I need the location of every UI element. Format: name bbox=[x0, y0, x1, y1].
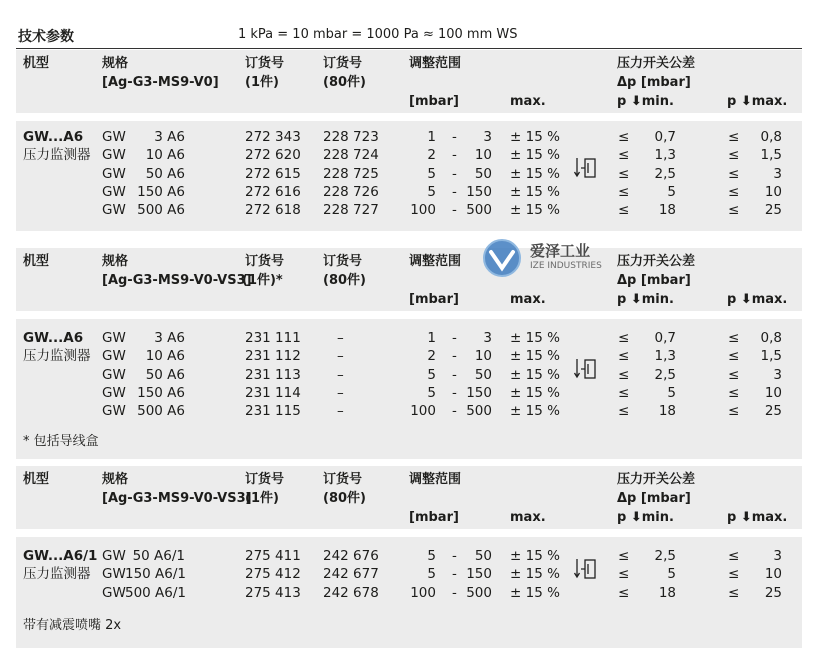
order-number-80: 228 723 bbox=[323, 129, 379, 145]
order-number-80: – bbox=[337, 348, 344, 365]
le-min-symbol: ≤ bbox=[618, 548, 630, 564]
p-min-value: 18 bbox=[658, 584, 676, 601]
le-min-symbol: ≤ bbox=[618, 129, 630, 145]
ize-industries-logo bbox=[482, 238, 622, 278]
col-order1-header: 订货号 bbox=[245, 254, 285, 269]
le-max-symbol: ≤ bbox=[728, 584, 740, 601]
col-range-header: 调整范围 bbox=[409, 472, 462, 487]
p-min-value: 2,5 bbox=[654, 165, 676, 182]
page-title: 技术参数 bbox=[18, 29, 74, 45]
order-number-80: 242 678 bbox=[323, 584, 379, 601]
section-note: 带有减震喷嘴 2x bbox=[23, 618, 122, 633]
order-number-80: – bbox=[337, 366, 344, 383]
range-high: 500 bbox=[466, 202, 492, 219]
range-separator: - bbox=[452, 566, 457, 583]
spec-size: 150 A6 bbox=[137, 384, 185, 401]
p-min-value: 0,7 bbox=[654, 330, 676, 346]
col-range-header: 调整范围 bbox=[409, 254, 462, 269]
col-order1-sub: (1件) bbox=[245, 491, 279, 506]
pressure-switch-symbol-icon bbox=[573, 356, 599, 382]
range-low: 1 bbox=[427, 330, 436, 346]
spec-prefix: GW bbox=[102, 165, 126, 182]
col-tolerance-max: p ⬇max. bbox=[727, 94, 788, 109]
range-high: 150 bbox=[466, 183, 492, 200]
pressure-switch-symbol-icon bbox=[573, 556, 599, 582]
range-low: 2 bbox=[427, 348, 436, 365]
range-separator: - bbox=[452, 165, 457, 182]
spec-size: 150 A6 bbox=[137, 183, 185, 200]
section-note: * 包括导线盒 bbox=[23, 434, 99, 449]
range-high: 10 bbox=[474, 147, 492, 164]
range-high: 150 bbox=[466, 384, 492, 401]
col-spec-header: 规格 bbox=[102, 254, 129, 269]
p-max-value: 25 bbox=[764, 202, 782, 219]
spec-prefix: GW bbox=[102, 366, 126, 383]
range-separator: - bbox=[452, 147, 457, 164]
col-max-header: max. bbox=[510, 510, 546, 525]
spec-prefix: GW bbox=[102, 330, 126, 346]
order-number-1: 272 616 bbox=[245, 183, 301, 200]
order-number-1: 231 115 bbox=[245, 403, 301, 420]
order-number-1: 275 413 bbox=[245, 584, 301, 601]
range-separator: - bbox=[452, 348, 457, 365]
order-number-1: 231 111 bbox=[245, 330, 301, 346]
range-low: 1 bbox=[427, 129, 436, 145]
col-range-unit: [mbar] bbox=[409, 94, 459, 109]
range-high: 500 bbox=[466, 584, 492, 601]
range-high: 50 bbox=[474, 548, 492, 564]
spec-size: 10 A6 bbox=[145, 147, 185, 164]
model-name: 压力监测器 bbox=[23, 566, 91, 583]
unit-conversion-note: 1 kPa = 10 mbar = 1000 Pa ≈ 100 mm WS bbox=[238, 27, 518, 42]
spec-prefix: GW bbox=[102, 202, 126, 219]
spec-prefix: GW bbox=[102, 403, 126, 420]
le-min-symbol: ≤ bbox=[618, 566, 630, 583]
le-max-symbol: ≤ bbox=[728, 129, 740, 145]
col-spec-header: 规格 bbox=[102, 472, 129, 487]
le-max-symbol: ≤ bbox=[728, 147, 740, 164]
range-low: 5 bbox=[427, 384, 436, 401]
p-min-value: 0,7 bbox=[654, 129, 676, 145]
col-tolerance-min: p ⬇min. bbox=[617, 292, 674, 307]
le-max-symbol: ≤ bbox=[728, 330, 740, 346]
le-min-symbol: ≤ bbox=[618, 384, 630, 401]
p-min-value: 2,5 bbox=[654, 366, 676, 383]
spec-prefix: GW bbox=[102, 566, 126, 583]
order-number-80: 242 676 bbox=[323, 548, 379, 564]
order-number-80: 228 725 bbox=[323, 165, 379, 182]
top-divider bbox=[16, 48, 802, 49]
order-number-80: 228 726 bbox=[323, 183, 379, 200]
order-number-1: 272 615 bbox=[245, 165, 301, 182]
p-max-value: 3 bbox=[773, 366, 782, 383]
range-high: 50 bbox=[474, 165, 492, 182]
range-low: 100 bbox=[410, 584, 436, 601]
le-min-symbol: ≤ bbox=[618, 584, 630, 601]
range-low: 100 bbox=[410, 403, 436, 420]
col-order80-header: 订货号 bbox=[323, 56, 363, 71]
col-order1-sub: (1件) bbox=[245, 75, 279, 90]
spec-size: 3 A6 bbox=[154, 129, 185, 145]
spec-prefix: GW bbox=[102, 129, 126, 145]
range-low: 2 bbox=[427, 147, 436, 164]
col-model-header: 机型 bbox=[23, 254, 50, 269]
spec-prefix: GW bbox=[102, 147, 126, 164]
p-min-value: 1,3 bbox=[654, 147, 676, 164]
col-order80-header: 订货号 bbox=[323, 472, 363, 487]
le-min-symbol: ≤ bbox=[618, 147, 630, 164]
range-high: 500 bbox=[466, 403, 492, 420]
pressure-switch-symbol-icon bbox=[573, 155, 599, 181]
range-separator: - bbox=[452, 183, 457, 200]
p-min-value: 18 bbox=[658, 403, 676, 420]
logo-brand-cn: 爱泽工业 bbox=[530, 242, 591, 260]
col-order80-header: 订货号 bbox=[323, 254, 363, 269]
order-number-80: 228 724 bbox=[323, 147, 379, 164]
p-min-value: 5 bbox=[667, 384, 676, 401]
order-number-1: 275 411 bbox=[245, 548, 301, 564]
spec-size: 50 A6/1 bbox=[132, 548, 185, 564]
le-max-symbol: ≤ bbox=[728, 165, 740, 182]
order-number-1: 272 343 bbox=[245, 129, 301, 145]
spec-size: 150 A6/1 bbox=[125, 566, 187, 583]
tolerance-max: ± 15 % bbox=[510, 202, 560, 219]
range-low: 5 bbox=[427, 165, 436, 182]
range-separator: - bbox=[452, 584, 457, 601]
p-max-value: 10 bbox=[764, 183, 782, 200]
range-separator: - bbox=[452, 330, 457, 346]
p-max-value: 3 bbox=[773, 548, 782, 564]
col-max-header: max. bbox=[510, 292, 546, 307]
col-tolerance-max: p ⬇max. bbox=[727, 292, 788, 307]
le-min-symbol: ≤ bbox=[618, 330, 630, 346]
p-max-value: 3 bbox=[773, 165, 782, 182]
col-order1-sub: (1件)* bbox=[242, 273, 283, 288]
le-max-symbol: ≤ bbox=[728, 384, 740, 401]
tolerance-max: ± 15 % bbox=[510, 403, 560, 420]
tolerance-max: ± 15 % bbox=[510, 366, 560, 383]
range-separator: - bbox=[452, 366, 457, 383]
tolerance-max: ± 15 % bbox=[510, 548, 560, 564]
le-min-symbol: ≤ bbox=[618, 366, 630, 383]
col-tolerance-min: p ⬇min. bbox=[617, 510, 674, 525]
spec-size: 500 A6/1 bbox=[125, 584, 187, 601]
order-number-1: 231 112 bbox=[245, 348, 301, 365]
model-name: 压力监测器 bbox=[23, 147, 91, 164]
col-spec-code: [Ag-G3-MS9-V0-VS3] bbox=[102, 491, 252, 506]
spec-prefix: GW bbox=[102, 384, 126, 401]
tolerance-max: ± 15 % bbox=[510, 183, 560, 200]
col-tolerance-min: p ⬇min. bbox=[617, 94, 674, 109]
tolerance-max: ± 15 % bbox=[510, 129, 560, 145]
p-min-value: 18 bbox=[658, 202, 676, 219]
tolerance-max: ± 15 % bbox=[510, 384, 560, 401]
spec-size: 50 A6 bbox=[145, 165, 185, 182]
le-min-symbol: ≤ bbox=[618, 165, 630, 182]
range-low: 5 bbox=[427, 183, 436, 200]
order-number-80: 242 677 bbox=[323, 566, 379, 583]
range-high: 3 bbox=[483, 330, 492, 346]
range-low: 5 bbox=[427, 566, 436, 583]
range-low: 100 bbox=[410, 202, 436, 219]
range-high: 150 bbox=[466, 566, 492, 583]
col-range-unit: [mbar] bbox=[409, 292, 459, 307]
model-name: 压力监测器 bbox=[23, 348, 91, 365]
model-code: GW...A6 bbox=[23, 330, 84, 346]
col-tolerance-dp: Δp [mbar] bbox=[617, 75, 691, 90]
col-spec-header: 规格 bbox=[102, 56, 129, 71]
range-high: 50 bbox=[474, 366, 492, 383]
order-number-1: 275 412 bbox=[245, 566, 301, 583]
p-max-value: 10 bbox=[764, 384, 782, 401]
le-max-symbol: ≤ bbox=[728, 348, 740, 365]
model-code: GW...A6/1 bbox=[23, 548, 98, 564]
le-min-symbol: ≤ bbox=[618, 348, 630, 365]
col-range-unit: [mbar] bbox=[409, 510, 459, 525]
le-max-symbol: ≤ bbox=[728, 403, 740, 420]
le-max-symbol: ≤ bbox=[728, 366, 740, 383]
order-number-80: – bbox=[337, 403, 344, 420]
p-max-value: 1,5 bbox=[760, 147, 782, 164]
p-max-value: 1,5 bbox=[760, 348, 782, 365]
range-high: 10 bbox=[474, 348, 492, 365]
range-separator: - bbox=[452, 202, 457, 219]
col-model-header: 机型 bbox=[23, 472, 50, 487]
le-max-symbol: ≤ bbox=[728, 183, 740, 200]
spec-size: 500 A6 bbox=[137, 202, 185, 219]
col-tolerance-dp: Δp [mbar] bbox=[617, 491, 691, 506]
spec-size: 3 A6 bbox=[154, 330, 185, 346]
p-max-value: 10 bbox=[764, 566, 782, 583]
order-number-1: 272 620 bbox=[245, 147, 301, 164]
col-order80-sub: (80件) bbox=[323, 491, 366, 506]
p-max-value: 0,8 bbox=[760, 330, 782, 346]
order-number-80: 228 727 bbox=[323, 202, 379, 219]
col-tolerance-header: 压力开关公差 bbox=[617, 56, 696, 71]
order-number-80: – bbox=[337, 330, 344, 346]
range-low: 5 bbox=[427, 366, 436, 383]
range-separator: - bbox=[452, 129, 457, 145]
col-order80-sub: (80件) bbox=[323, 273, 366, 288]
le-min-symbol: ≤ bbox=[618, 403, 630, 420]
order-number-80: – bbox=[337, 384, 344, 401]
le-max-symbol: ≤ bbox=[728, 202, 740, 219]
spec-prefix: GW bbox=[102, 183, 126, 200]
col-model-header: 机型 bbox=[23, 56, 50, 71]
p-max-value: 25 bbox=[764, 584, 782, 601]
spec-prefix: GW bbox=[102, 348, 126, 365]
order-number-1: 272 618 bbox=[245, 202, 301, 219]
p-min-value: 1,3 bbox=[654, 348, 676, 365]
col-range-header: 调整范围 bbox=[409, 56, 462, 71]
p-min-value: 5 bbox=[667, 566, 676, 583]
logo-brand-en: IZE INDUSTRIES bbox=[530, 261, 602, 271]
col-order1-header: 订货号 bbox=[245, 56, 285, 71]
col-tolerance-header: 压力开关公差 bbox=[617, 254, 696, 269]
spec-size: 500 A6 bbox=[137, 403, 185, 420]
p-min-value: 5 bbox=[667, 183, 676, 200]
range-low: 5 bbox=[427, 548, 436, 564]
col-order80-sub: (80件) bbox=[323, 75, 366, 90]
col-max-header: max. bbox=[510, 94, 546, 109]
tolerance-max: ± 15 % bbox=[510, 147, 560, 164]
col-spec-code: [Ag-G3-MS9-V0] bbox=[102, 75, 219, 90]
ize-logo-icon bbox=[482, 238, 524, 278]
col-tolerance-max: p ⬇max. bbox=[727, 510, 788, 525]
range-separator: - bbox=[452, 548, 457, 564]
le-min-symbol: ≤ bbox=[618, 183, 630, 200]
tolerance-max: ± 15 % bbox=[510, 584, 560, 601]
col-spec-code: [Ag-G3-MS9-V0-VS3] bbox=[102, 273, 252, 288]
tolerance-max: ± 15 % bbox=[510, 330, 560, 346]
le-max-symbol: ≤ bbox=[728, 566, 740, 583]
le-min-symbol: ≤ bbox=[618, 202, 630, 219]
p-min-value: 2,5 bbox=[654, 548, 676, 564]
tolerance-max: ± 15 % bbox=[510, 165, 560, 182]
tolerance-max: ± 15 % bbox=[510, 348, 560, 365]
le-max-symbol: ≤ bbox=[728, 548, 740, 564]
p-max-value: 25 bbox=[764, 403, 782, 420]
tolerance-max: ± 15 % bbox=[510, 566, 560, 583]
order-number-1: 231 113 bbox=[245, 366, 301, 383]
range-separator: - bbox=[452, 384, 457, 401]
p-max-value: 0,8 bbox=[760, 129, 782, 145]
model-code: GW...A6 bbox=[23, 129, 84, 145]
range-separator: - bbox=[452, 403, 457, 420]
col-tolerance-dp: Δp [mbar] bbox=[617, 273, 691, 288]
col-order1-header: 订货号 bbox=[245, 472, 285, 487]
range-high: 3 bbox=[483, 129, 492, 145]
spec-prefix: GW bbox=[102, 584, 126, 601]
col-tolerance-header: 压力开关公差 bbox=[617, 472, 696, 487]
spec-size: 10 A6 bbox=[145, 348, 185, 365]
spec-prefix: GW bbox=[102, 548, 126, 564]
order-number-1: 231 114 bbox=[245, 384, 301, 401]
spec-size: 50 A6 bbox=[145, 366, 185, 383]
